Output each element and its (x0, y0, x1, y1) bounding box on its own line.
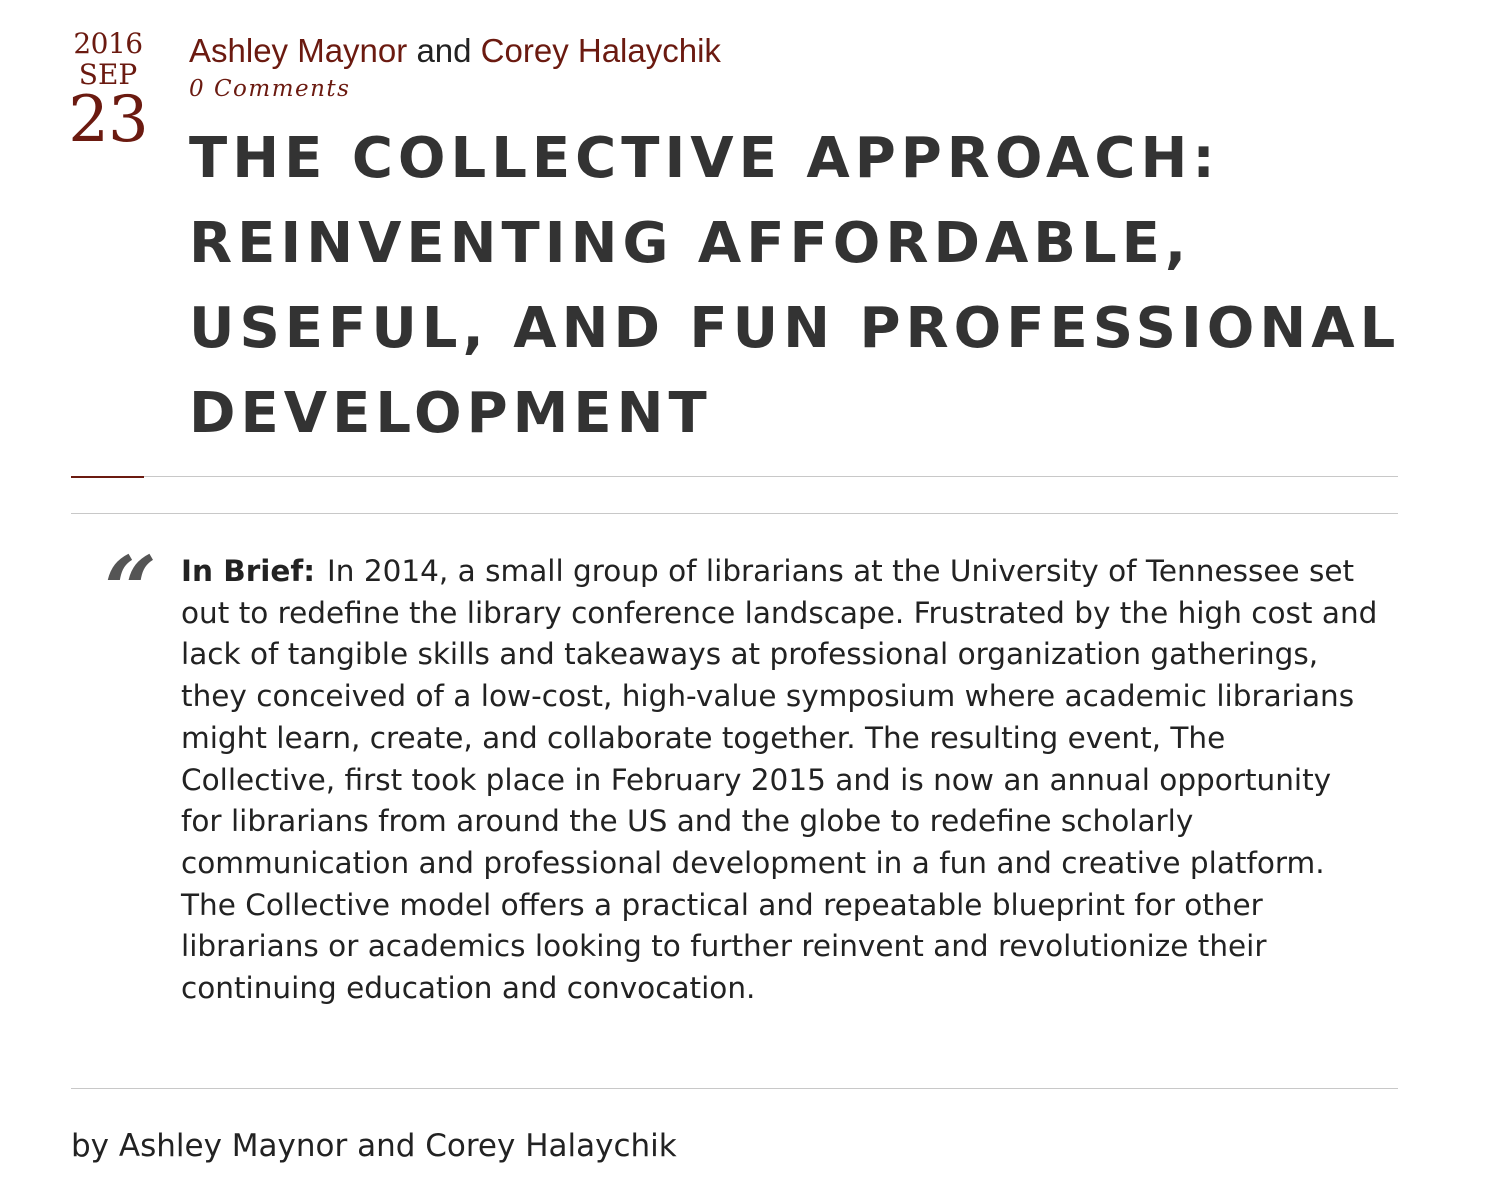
author-link-ashley-maynor[interactable]: Ashley Maynor (189, 32, 408, 69)
post-date-month: SEP (78, 58, 138, 91)
post-authors (189, 30, 721, 72)
in-brief-text: In 2014, a small group of librarians at the University of Tennessee set out to redefine the library conference landscape. Frustrated by the high cost and lack of tangible skills and takeaways at professional organization gatherings, they conceived of a low-cost, high-value symposium where academic librarians might learn, create, and collaborate together. The resulting event, The Collective, first took place in February 2015 and is now an annual opportunity for librarians from around the US and the globe to redefine scholarly communication and professional development in a fun and creative platform. The Collective model offers a practical and repeatable blueprint for other librarians or academics looking to further reinvent and revolutionize their continuing education and convocation. (181, 554, 1378, 1006)
authors-conjunction: and (416, 32, 472, 69)
author-link-corey-halaychik[interactable]: Corey Halaychik (480, 32, 721, 69)
in-brief-label: In Brief: (181, 554, 316, 588)
post-date-year: 2016 (73, 27, 143, 60)
quote-icon: “ (104, 536, 157, 644)
divider-top (71, 476, 1398, 477)
comments-link[interactable]: 0 Comments (189, 76, 351, 102)
post-title: THE COLLECTIVE APPROACH: REINVENTING AFFORDABLE, USEFUL, AND FUN PROFESSIONAL DEVELOPMENT (189, 126, 1401, 446)
post-date (68, 27, 148, 157)
divider-brief-bottom (71, 1088, 1398, 1089)
title-accent-line (71, 476, 144, 478)
article-byline: by Ashley Maynor and Corey Halaychik (71, 1128, 677, 1164)
post-date-day: 23 (68, 83, 148, 157)
divider-brief-top (71, 513, 1398, 514)
in-brief-paragraph (181, 551, 1381, 1010)
